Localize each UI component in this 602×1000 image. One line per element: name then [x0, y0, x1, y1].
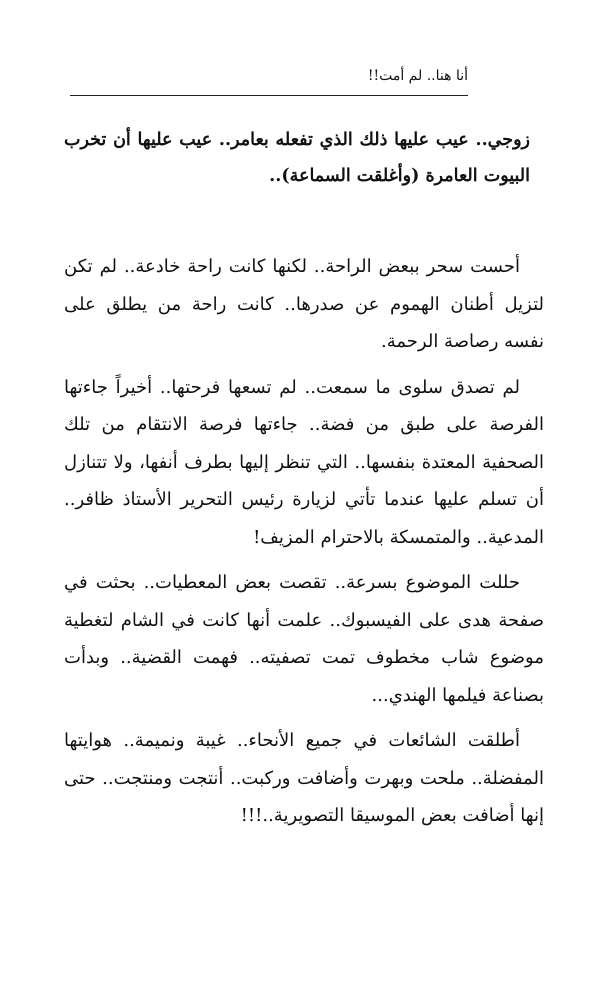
paragraph-2: لم تصدق سلوى ما سمعت.. لم تسعها فرحتها.. أخيراً جاءتها الفرصة على طبق من فضة.. جاءتها فرصة الانتقام من تلك الصحفية المعتدة بنفسها.. التي تنظر إليها بطرف أنفها، ولا تتنازل أن تسلم عليها عندما تأتي لزيارة رئيس التحرير الأستاذ ظافر.. المدعية.. والمتمسكة بالاحترام المزيف! [64, 376, 544, 548]
running-header-title: أنا هنا.. لم أمت!! [367, 68, 468, 84]
body-text [64, 248, 544, 843]
bold-paragraph: زوجي.. عيب عليها ذلك الذي تفعله بعامر.. عيب عليها أن تخرب البيوت العامرة (وأغلقت السماعة).. [64, 130, 530, 186]
paragraph-1: أحست سحر ببعض الراحة.. لكنها كانت راحة خادعة.. لم تكن لتزيل أطنان الهموم عن صدرها.. كانت راحة من يطلق على نفسه رصاصة الرحمة. [64, 256, 544, 352]
paragraph-4: أطلقت الشائعات في جميع الأنحاء.. غيبة ونميمة.. هوايتها المفضلة.. ملحت وبهرت وأضافت وركبت.. أنتجت ومنتجت.. حتى إنها أضافت بعض الموسيقا التصويرية..!!! [64, 730, 544, 826]
header-rule [70, 95, 468, 96]
paragraph-3: حللت الموضوع بسرعة.. تقصت بعض المعطيات.. بحثت في صفحة هدى على الفيسبوك.. علمت أنها كانت في الشام لتغطية موضوع شاب مخطوف تمت تصفيته.. فهمت القضية.. وبدأت بصناعة فيلمها الهندي... [64, 572, 544, 706]
